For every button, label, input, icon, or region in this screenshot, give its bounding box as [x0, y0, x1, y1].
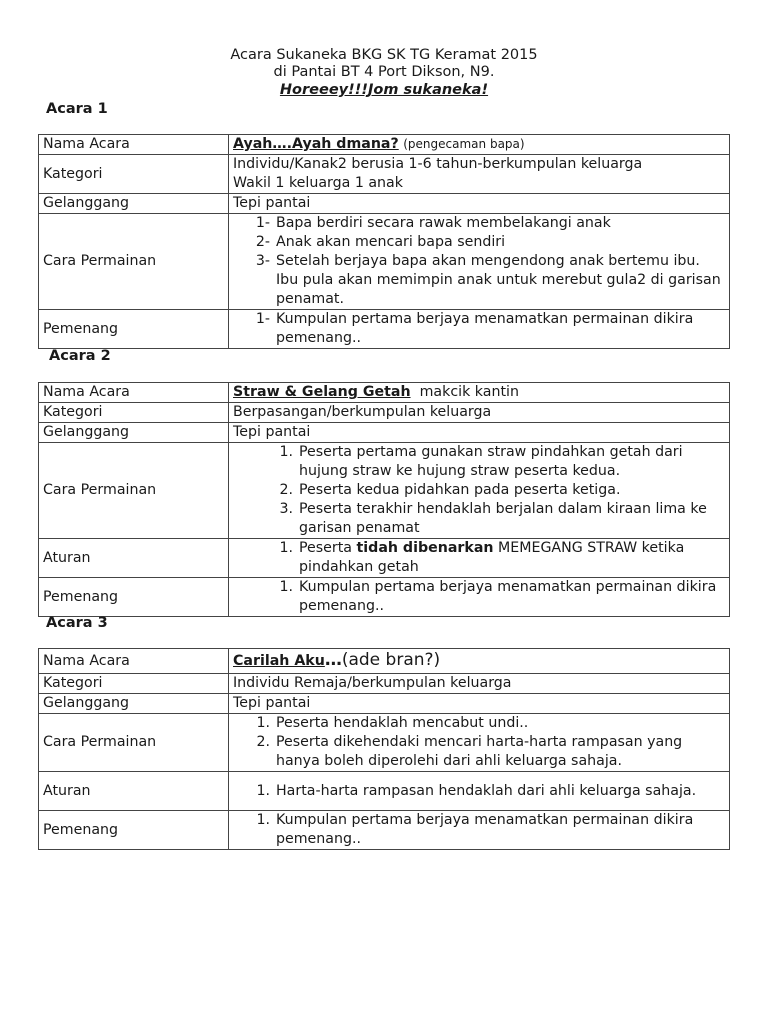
winner-list — [233, 310, 725, 348]
list-number: 1. — [279, 540, 293, 556]
category-value: Berpasangan/berkumpulan keluarga — [229, 403, 730, 423]
list-text: Peserta pertama gunakan straw pindahkan getah dari hujung straw ke hujung straw peserta kedua. — [299, 444, 683, 479]
table-row — [39, 578, 730, 617]
list-item — [233, 733, 725, 771]
list-text: Setelah berjaya bapa akan mengendong anak bertemu ibu. Ibu pula akan memimpin anak untuk merebut gula2 di garisan penamat. — [276, 253, 721, 307]
table-row — [39, 649, 730, 674]
list-text: Kumpulan pertama berjaya menamatkan permainan dikira pemenang.. — [276, 812, 694, 847]
list-text: Bapa berdiri secara rawak membelakangi anak — [276, 215, 611, 231]
regulation-text: Peserta — [299, 540, 352, 556]
winner-list — [233, 811, 725, 849]
document-title: Acara Sukaneka BKG SK TG Keramat 2015 — [230, 47, 538, 63]
regulation-cell — [229, 772, 730, 811]
list-number: 1- — [255, 311, 270, 327]
list-item — [233, 443, 725, 481]
table-row — [39, 135, 730, 155]
list-item — [233, 500, 725, 538]
row-label: Kategori — [39, 155, 229, 194]
list-number: 3. — [279, 501, 293, 517]
row-label: Pemenang — [39, 811, 229, 850]
row-label: Cara Permainan — [39, 714, 229, 772]
event-name: Straw & Gelang Getah — [233, 384, 411, 400]
list-number: 1. — [256, 812, 270, 828]
category-line: Individu/Kanak2 berusia 1-6 tahun-berkumpulan keluarga — [233, 156, 643, 172]
row-label: Gelanggang — [39, 423, 229, 443]
row-label: Kategori — [39, 403, 229, 423]
list-number: 1. — [256, 782, 270, 799]
list-text: Peserta dikehendaki mencari harta-harta rampasan yang hanya boleh diperolehi dari ahli keluarga sahaja. — [276, 734, 683, 769]
row-label: Cara Permainan — [39, 443, 229, 539]
category-line: Wakil 1 keluarga 1 anak — [233, 175, 403, 191]
row-label: Gelanggang — [39, 694, 229, 714]
regulation-text: MEMEGANG STRAW ketika pindahkan getah — [299, 540, 685, 575]
table-row — [39, 811, 730, 850]
list-item — [233, 252, 725, 309]
acara2-table — [38, 382, 730, 617]
table-row — [39, 423, 730, 443]
list-text: Kumpulan pertama berjaya menamatkan permainan dikira pemenang.. — [276, 311, 694, 346]
row-label: Aturan — [39, 772, 229, 811]
table-row — [39, 772, 730, 811]
rules-list — [233, 714, 725, 771]
document-subtitle: di Pantai BT 4 Port Dikson, N9. — [273, 64, 495, 80]
rules-cell — [229, 214, 730, 310]
list-number: 1. — [279, 444, 293, 460]
event-note: makcik kantin — [419, 384, 519, 400]
row-label: Pemenang — [39, 310, 229, 349]
acara1-table — [38, 134, 730, 349]
table-row — [39, 539, 730, 578]
event-name: Carilah Aku — [233, 653, 325, 669]
list-number: 1- — [255, 215, 270, 231]
list-item — [233, 539, 725, 577]
list-item — [233, 578, 725, 616]
row-label: Nama Acara — [39, 383, 229, 403]
row-label: Cara Permainan — [39, 214, 229, 310]
list-text: Peserta hendaklah mencabut undi.. — [276, 715, 529, 731]
table-row — [39, 310, 730, 349]
row-label: Aturan — [39, 539, 229, 578]
list-number: 2. — [256, 734, 270, 750]
list-item — [233, 714, 725, 733]
list-number: 3- — [255, 253, 270, 269]
event-name: Ayah….Ayah dmana? — [233, 136, 399, 152]
table-row — [39, 383, 730, 403]
list-item — [233, 782, 725, 801]
list-item — [233, 310, 725, 348]
list-item — [233, 233, 725, 252]
venue-value: Tepi pantai — [229, 423, 730, 443]
winner-cell — [229, 310, 730, 349]
event-name-cell — [229, 383, 730, 403]
list-number: 2- — [255, 234, 270, 250]
table-row — [39, 694, 730, 714]
document-tagline: Horeeey!!!Jom sukaneka! — [279, 82, 489, 98]
winner-cell — [229, 811, 730, 850]
row-label: Gelanggang — [39, 194, 229, 214]
table-row — [39, 674, 730, 694]
table-row — [39, 443, 730, 539]
rules-list — [233, 443, 725, 538]
event-note: (pengecaman bapa) — [403, 137, 525, 151]
venue-value: Tepi pantai — [229, 694, 730, 714]
list-number: 1. — [279, 579, 293, 595]
list-text — [299, 539, 725, 577]
acara2-heading: Acara 2 — [49, 348, 111, 364]
table-row — [39, 194, 730, 214]
list-text: Peserta kedua pidahkan pada peserta ketiga. — [299, 482, 621, 498]
winner-list — [233, 578, 725, 616]
list-text: Anak akan mencari bapa sendiri — [276, 234, 506, 250]
table-row — [39, 155, 730, 194]
regulation-cell — [229, 539, 730, 578]
row-label: Kategori — [39, 674, 229, 694]
row-label: Nama Acara — [39, 649, 229, 674]
list-number: 1. — [256, 715, 270, 731]
list-text: Peserta terakhir hendaklah berjalan dalam kiraan lima ke garisan penamat — [299, 501, 707, 536]
list-item — [233, 481, 725, 500]
rules-list — [233, 214, 725, 309]
rules-cell — [229, 443, 730, 539]
acara1-heading: Acara 1 — [46, 101, 108, 117]
regulation-list — [233, 539, 725, 577]
category-cell — [229, 155, 730, 194]
regulation-emphasis: tidah dibenarkan — [356, 540, 494, 556]
acara3-table — [38, 648, 730, 850]
list-number: 2. — [279, 482, 293, 498]
category-value: Individu Remaja/berkumpulan keluarga — [229, 674, 730, 694]
event-name-dots: … — [324, 650, 342, 670]
table-row — [39, 714, 730, 772]
winner-cell — [229, 578, 730, 617]
regulation-list — [233, 782, 725, 801]
list-item — [233, 811, 725, 849]
table-row — [39, 214, 730, 310]
list-text: Kumpulan pertama berjaya menamatkan permainan dikira pemenang.. — [299, 579, 717, 614]
table-row — [39, 403, 730, 423]
acara3-heading: Acara 3 — [46, 615, 108, 631]
row-label: Pemenang — [39, 578, 229, 617]
venue-value: Tepi pantai — [229, 194, 730, 214]
list-text: Harta-harta rampasan hendaklah dari ahli keluarga sahaja. — [276, 782, 697, 799]
event-note: (ade bran?) — [341, 650, 441, 670]
list-item — [233, 214, 725, 233]
event-name-cell — [229, 135, 730, 155]
rules-cell — [229, 714, 730, 772]
row-label: Nama Acara — [39, 135, 229, 155]
event-name-cell — [229, 649, 730, 674]
